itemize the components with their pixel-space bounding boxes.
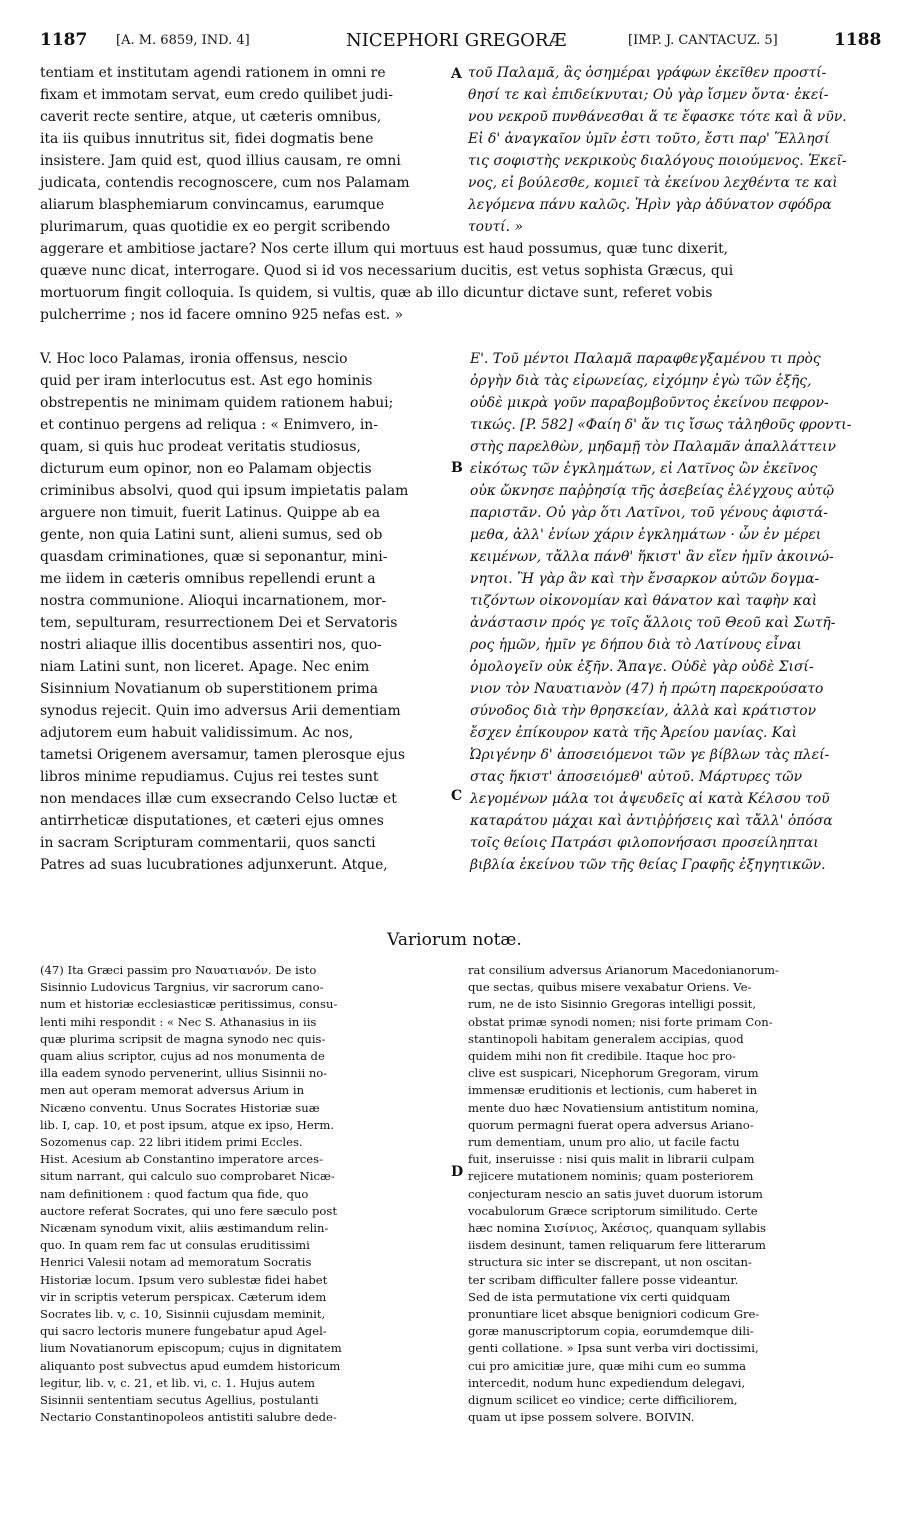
full-width-latin: aggerare et ambitiose jactare? Nos certe illum qui mortuus est haud possumus, quæ tunc dixerit, quæve nunc dicat, interrogare. Quod si id vos necessarium ducitis, est vetus sophista Græcus, qui mortuorum fingit colloquia. Is quidem, si vultis, quæ ab illo dicuntur dictave sunt, referet vobis pulcherrime ; nos id facere omnino 925 nefas est. » <box>40 241 734 323</box>
notes-right-column: rat consilium adversus Arianorum Macedonianorum- que sectas, quibus misere vexabatur Oriens. Ve- rum, ne de isto Sisinnio Gregoras intelligi possit, obstat primæ synodi nomen; nisi forte primam Con- stantinopoli habitam generalem accipias, quod quidem mihi non fit credibile. Itaque hoc pro- clive est suspicari, Nicephorum Gregoram, virum immensæ eruditionis et lectionis, cum haberet in mente duo hæc Novatiensium antistitum nomina, quorum permagni fuerat opera adversus Ariano- rum dementiam, unum pro alio, ut facile factu fuit, inseruisse : nisi quis malit in librarii culpam rejicere mutationem nominis; quam posteriorem conjecturam nescio an satis juvet duorum istorum vocabulorum Græce scriptorum similitudo. Certe hæc nomina Σισίνιος, Ἀκέσιος, quanquam syllabis iisdem desinunt, tamen reliquarum fere litterarum structura sic inter se discrepant, ut non oscitan- ter scribam difficulter fallere posse videantur. Sed de ista permutatione vix certi quidquam pronuntiare licet absque benigniori codicum Gre- goræ manuscriptorum copia, eorumdemque dili- genti collatione. » Ipsa sunt verba viri doctissimi, cui pro amicitiæ jure, quæ mihi cum eo summa intercedit, nodum hunc expediendum delegavi, dignum scilicet eo vindice; certe difficiliorem, quam ut ipse possem solvere. BOIVIN. <box>468 963 779 1425</box>
page-number-right: 1188 <box>834 30 882 50</box>
header-date-left: [A. M. 6859, IND. 4] <box>116 33 250 48</box>
header-date-right: [IMP. J. CANTACUZ. 5] <box>628 33 778 48</box>
top-greek-column: τοῦ Παλαμᾶ, ἃς ὁσημέραι γράφων ἐκεῖθεν προστί- θησί τε καὶ ἐπιδείκνυται; Οὐ γὰρ ἴσμεν ὄντα· ἐκεί- νου νεκροῦ πυνθάνεσθαι ἅ τε ἔφασκε τότε καὶ ἃ νῦν. Εἰ δ' ἀναγκαῖον ὑμῖν ἐστι τοῦτο, ἔστι παρ' Ἕλλησί τις σοφιστὴς νεκρικοὺς διαλόγους ποιούμενος. Ἐκεῖ- νος, εἰ βούλεσθε, κομιεῖ τὰ ἐκείνου λεχθέντα τε καὶ λεγόμενα πάνυ καλῶς. Ἠρὶν γὰρ ἀδύνατον σφόδρα τουτί. » <box>468 65 847 235</box>
margin-letter-c: C <box>451 788 463 804</box>
margin-letter-d: D <box>451 1164 464 1180</box>
top-latin-column: tentiam et institutam agendi rationem in omni re fixam et immotam servat, eum credo quilibet judi- caverit recte sentire, atque, ut cæteris omnibus, ita iis quibus innutritus sit, fidei dogmatis bene insistere. Jam quid est, quod illius causam, re omni judicata, contendis recognoscere, cum nos Palamam aliarum blasphemiarum convincamus, earumque plurimarum, quas quotidie ex eo pergit scribendo <box>40 65 410 235</box>
header-title: NICEPHORI GREGORÆ <box>346 30 567 51</box>
notes-left-column: (47) Ita Græci passim pro Ναυατιανόν. De isto Sisinnio Ludovicus Targnius, vir sacrorum cano- num et historiæ ecclesiasticæ peritissimus, consu- lenti mihi respondit : « Nec S. Athanasius in iis quæ plurima scripsit de magna synodo nec quis- quam alius scriptor, cujus ad nos monumenta de illa eadem synodo pervenerint, ullius Sisinnii no- men aut operam memorat adversus Arium in Nicæno conventu. Unus Socrates Historiæ suæ lib. I, cap. 10, et post ipsum, atque ex ipso, Herm. Sozomenus cap. 22 libri itidem primi Eccles. Hist. Acesium ab Constantino imperatore arces- situm narrant, qui calculo suo comprobaret Nicæ- nam definitionem : quod factum qua fide, quo auctore referat Socrates, qui uno fere sæculo post Nicænam synodum vixit, aliis æstimandum relin- quo. In quam rem fac ut consulas eruditissimi Henrici Valesii notam ad memoratum Socratis Historiæ locum. Ipsum vero sublestæ fidei habet vir in scriptis veterum perspicax. Cæterum idem Socrates lib. v, c. 10, Sisinnii cujusdam meminit, qui sacro lectoris munere fungebatur apud Agel- lium Novatianorum episcopum; cujus in dignitatem aliquanto post subvectus apud eumdem historicum legitur, lib. v, c. 21, et lib. vi, c. 1. Hujus autem Sisinnii sententiam secutus Agellius, postulanti Nectario Constantinopoleos antistiti salubre dede- <box>40 963 342 1425</box>
notes-title: Variorum notæ. <box>387 930 522 950</box>
margin-letter-a: A <box>451 66 462 82</box>
margin-letter-b: B <box>451 460 463 476</box>
running-header <box>0 30 909 56</box>
left-latin-column: V. Hoc loco Palamas, ironia offensus, nescio quid per iram interlocutus est. Ast ego hominis obstrepentis ne minimam quidem rationem habui; et continuo pergens ad reliqua : « Enimvero, in- quam, si quis huc prodeat veritatis studiosus, dicturum eum opinor, non eo Palamam objectis criminibus absolvi, quod qui ipsum impietatis palam arguere non timuit, fuerit Latinus. Quippe ab ea gente, non quia Latini sunt, alieni sumus, sed ob quasdam criminationes, quæ si seponantur, mini- me iidem in cæteris omnibus repellendi erunt a nostra communione. Alioqui incarnationem, mor- tem, sepulturam, resurrectionem Dei et Servatoris nostri aliaque illis docentibus assentiri nos, quo- niam Latini sunt, non liceret. Apage. Nec enim Sisinnium Novatianum ob superstitionem prima synodus rejecit. Quin imo adversus Arii dementiam adjutorem eum habuit validissimum. Ac nos, tametsi Origenem aversamur, tamen plerosque ejus libros minime repudiamus. Cujus rei testes sunt non mendaces illæ cum exsecrando Celso luctæ et antirrheticæ disputationes, et cæteri ejus omnes in sacram Scripturam commentarii, quos sancti Patres ad suas lucubrationes adjunxerunt. Atque, <box>40 351 409 873</box>
page-number-left: 1187 <box>40 30 88 50</box>
right-greek-column: Ε'. Τοῦ μέντοι Παλαμᾶ παραφθεγξαμένου τι πρὸς ὀργὴν διὰ τὰς εἰρωνείας, εἰχόμην ἐγὼ τῶν ἑξῆς, οὐδὲ μικρὰ γοῦν παραβομβοῦντος ἐκείνου πεφρον- τικώς. [P. 582] «Φαίη δ' ἄν τις ἴσως τἀληθοῦς φροντι- στὴς παρελθὼν, μηδαμῇ τὸν Παλαμᾶν ἀπαλλάττειν εἰκότως τῶν ἐγκλημάτων, εἰ Λατῖνος ὢν ἐκεῖνος οὐκ ὤκνησε παῤῥησίᾳ τῆς ἀσεβείας ἐλέγχους αὐτῷ παριστᾶν. Οὐ γὰρ ὅτι Λατῖνοι, τοῦ γένους ἀφιστά- μεθα, ἀλλ' ἐνίων χάριν ἐγκλημάτων · ὧν ἐν μέρει κειμένων, τἄλλα πάνθ' ἥκιστ' ἂν εἴεν ἡμῖν ἀκοινώ- νητοι. Ἢ γὰρ ἂν καὶ τὴν ἔνσαρκον αὐτῶν δογμα- τιζόντων οἰκονομίαν καὶ θάνατον καὶ ταφὴν καὶ ἀνάστασιν πρός γε τοῖς ἄλλοις τοῦ Θεοῦ καὶ Σωτῆ- ρος ἡμῶν, ἡμῖν γε δήπου διὰ τὸ Λατίνους εἶναι ὁμολογεῖν οὐκ ἐξῆν. Ἄπαγε. Οὐδὲ γὰρ οὐδὲ Σισί- νιον τὸν Ναυατιανὸν (47) ἡ πρώτη παρεκρούσατο σύνοδος διὰ τὴν θρησκείαν, ἀλλὰ καὶ κράτιστον ἔσχεν ἐπίκουρον κατὰ τῆς Ἀρείου μανίας. Καὶ Ὠριγένην δ' ἀποσειόμενοι τῶν γε βίβλων τὰς πλεί- στας ἥκιστ' ἀποσειόμεθ' αὐτοῦ. Μάρτυρες τῶν λεγομένων μάλα τοι ἀψευδεῖς αἱ κατὰ Κέλσου τοῦ καταράτου μάχαι καὶ ἀντιῤῥήσεις καὶ τἄλλ' ὁπόσα τοῖς θείοις Πατράσι φιλοπονήσασι προσείληπται βιβλία ἐκείνου τῶν τῆς θείας Γραφῆς ἐξηγητικῶν. <box>470 351 852 873</box>
